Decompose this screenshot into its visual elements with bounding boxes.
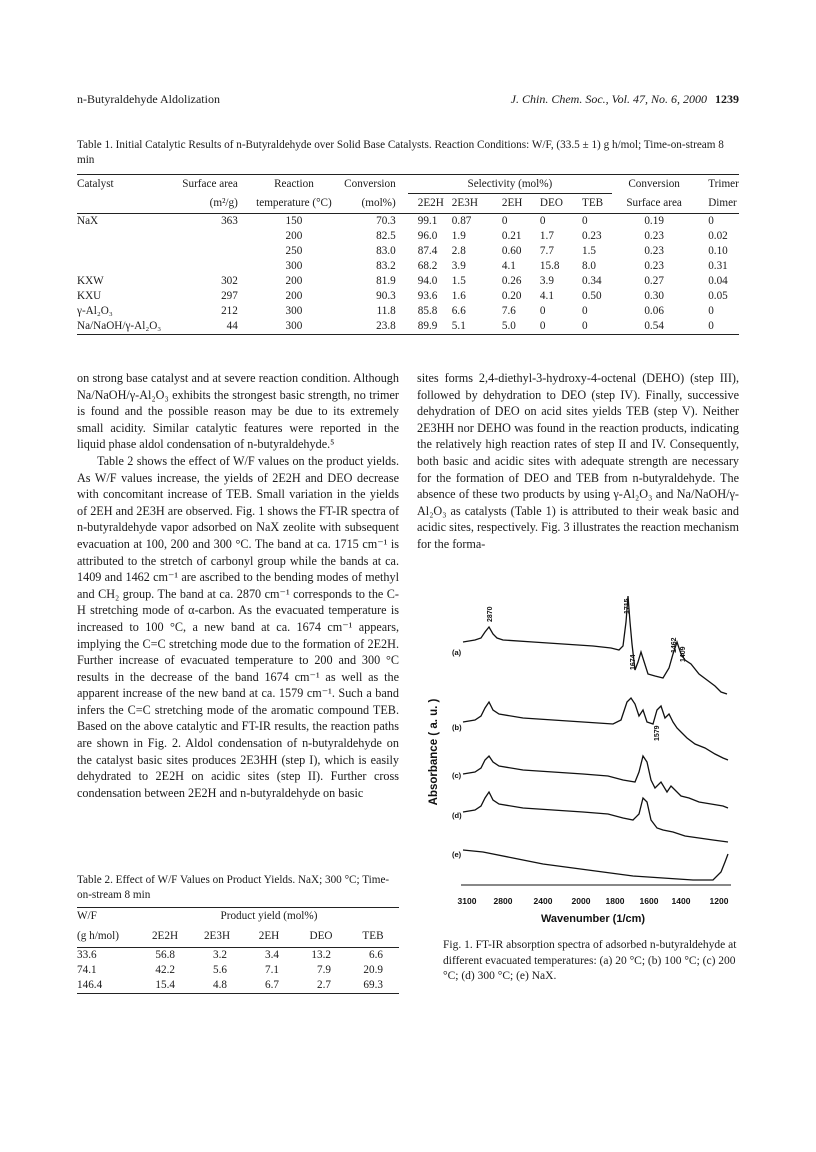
- table2-cell: 42.2: [155, 964, 175, 976]
- table1-cell: 0: [539, 215, 546, 227]
- table1-cell: 0: [708, 320, 714, 332]
- table1-cell: 0: [539, 320, 546, 332]
- table1-cell: 0: [708, 305, 714, 317]
- table1-cell: 87.4: [417, 245, 438, 257]
- table1-cell: 0.21: [501, 230, 522, 242]
- table1-cell: 302: [221, 275, 238, 287]
- table1-cell: 2.8: [451, 245, 466, 257]
- table1-cell: 3.9: [539, 275, 554, 287]
- table1-cell: 200: [285, 230, 303, 242]
- x-tick-label: 3100: [457, 896, 477, 906]
- table1-cell: 96.0: [417, 230, 438, 242]
- table1-cell: 0.50: [581, 290, 602, 302]
- peak-label-1715: 1715: [624, 598, 631, 614]
- table1-cell: 3.9: [451, 260, 466, 272]
- t1-head-sel-col: 2EH: [501, 197, 523, 209]
- table1-cell: 68.2: [417, 260, 438, 272]
- body-paragraph: Table 2 shows the effect of W/F values on the product yields. As W/F values increase, the yields of 2E2H and DEO decrease with concomitant increase of TEB. Small variation in the yields of 2EH and 2E3H are observed. Fig. 1 shows the FT-IR spectra of n-butyraldehyde vapor adsorbed on NaX zeolite with subsequent evacuation at 100, 200 and 300 °C. The band at ca. 1715 cm⁻¹ is attributed to the stretch of carbonyl group while the bands at ca. 1409 and 1462 cm⁻¹ are ascribed to the bending modes of methyl and CH₂ group. The band at ca. 2870 cm⁻¹ corresponds to the C-H stretching mode of α-carbon. As the evacuated temperature is increased to 100 °C, a new band at ca. 1674 cm⁻¹ appears, implying the C=C stretching mode due to the formation of 2E2H. Further increase of evacuated temperature to 200 and 300 °C results in the decrease of the band 1674 cm⁻¹ as well as the apparent increase of the new band at ca. 1579 cm⁻¹. Such a band infers the C=C stretching mode of the aromatic compound TEB. Based on the above catalytic and FT-IR results, the reaction paths are shown in Fig. 2. Aldol condensation of n-butyraldehyde on the catalyst basic sites produces 2E3HH (step I), which is easily dehydrated to 2E2H on acidic sites (step II). Further cross condensation between 2E2H and n-butyraldehyde on basic: [77, 453, 399, 800]
- table1-cell: 0.04: [708, 275, 728, 287]
- table1-row: [77, 289, 739, 304]
- figure1-ylabel: Absorbance ( a. u. ): [428, 698, 440, 806]
- t2-head-col: TEB: [362, 929, 384, 942]
- peak-label-1462: 1462: [671, 637, 678, 653]
- t1-head-surface-area-unit: (m²/g): [209, 196, 238, 209]
- table1-cell: [182, 229, 244, 244]
- table2-caption: [77, 873, 399, 903]
- table1-cell: 200: [285, 275, 303, 287]
- table1-cell: 300: [285, 260, 303, 272]
- table2-cell: 146.4: [77, 979, 103, 991]
- table1-cell: 0: [581, 305, 588, 317]
- table2-cell: 6.6: [369, 949, 383, 961]
- table1-cell: 0.05: [708, 290, 728, 302]
- x-tick-label: 1600: [639, 896, 659, 906]
- page-number: 1239: [715, 92, 739, 106]
- table1-cell: [77, 229, 182, 244]
- table2-cell: 3.2: [213, 949, 227, 961]
- table1-cell: 7.7: [539, 245, 554, 257]
- table2-row: [77, 963, 399, 978]
- peak-label-1409: 1409: [680, 646, 687, 662]
- t2-head-yield: Product yield (mol%): [220, 910, 318, 923]
- table1-row: [77, 274, 739, 289]
- table2-cell: 56.8: [155, 949, 175, 961]
- table1-cell: 5.1: [451, 320, 466, 332]
- table1-caption: [77, 138, 739, 168]
- curve-label-b: (b): [452, 723, 462, 732]
- t1-head-sel-col: 2E2H: [417, 197, 444, 209]
- table2-cell: 2.7: [317, 979, 331, 991]
- table2-cell: 7.9: [317, 964, 331, 976]
- table1-cell: 93.6: [417, 290, 438, 302]
- curve-label-c: (c): [452, 771, 462, 780]
- peak-label-1579: 1579: [654, 725, 661, 741]
- table1-cell: 363: [221, 215, 238, 227]
- table2-cell: 7.1: [265, 964, 279, 976]
- table1-cell: 0.23: [644, 230, 664, 242]
- figure1-caption: [443, 938, 739, 985]
- table1-cell: 0.87: [451, 215, 472, 227]
- table2-row: [77, 978, 399, 994]
- body-paragraph: sites forms 2,4-diethyl-3-hydroxy-4-octenal (DEHO) (step III), followed by dehydration to DEO (step IV). Finally, successive dehydration of DEO on acid sites yields TEB (step V). Neither 2E3HH nor DEHO was found in the reaction products, indicating the relatively high reaction rates of step II and IV. Consequently, both basic and acidic sites with adequate strength are necessary for the formation of DEO and TEB from n-butyraldehyde. The absence of these two products by using γ-Al₂O₃ and Na/NaOH/γ-Al₂O₃ as catalysts (Table 1) is attributed to their weak basic and acidic sites, respectively. Fig. 3 illustrates the reaction mechanism for the forma-: [417, 371, 739, 551]
- t2-head-wf: W/F: [77, 910, 97, 923]
- t1-head-conv-sa-unit: Surface area: [626, 196, 682, 209]
- spectrum-b: [463, 698, 728, 760]
- table1-cell: Na/NaOH/γ-Al₂O₃: [77, 320, 162, 332]
- x-tick-label: 1400: [671, 896, 691, 906]
- table1-row: [77, 244, 739, 259]
- table1-cell: 0.23: [581, 230, 602, 242]
- table1-row: [77, 259, 739, 274]
- table1-cell: 0: [581, 320, 588, 332]
- table1-cell: 83.2: [376, 260, 396, 272]
- curve-label-e: (e): [452, 850, 462, 859]
- t2-head-col: 2EH: [258, 929, 280, 942]
- t1-head-selectivity: Selectivity (mol%): [408, 175, 612, 194]
- table1-cell: 0.19: [644, 215, 664, 227]
- table2-cell: 20.9: [363, 964, 383, 976]
- t2-head-col: 2E2H: [151, 929, 179, 942]
- table1-cell: [182, 259, 244, 274]
- table1-cell: 300: [285, 320, 303, 332]
- curve-label-a: (a): [452, 648, 462, 657]
- table1-cell: 0.26: [501, 275, 522, 287]
- figure1-caption-text: FT-IR absorption spectra of adsorbed n-butyraldehyde at different evacuated temperatures: (a) 20 °C; (b) 100 °C; (c) 200 °C; (d) 300 °C; (e) NaX.: [443, 939, 737, 982]
- table1-caption-text: Initial Catalytic Results of n-Butyraldehyde over Solid Base Catalysts. Reaction Conditions: W/F, (33.5 ± 1) g h/mol; Time-on-stream 8 min: [77, 139, 724, 166]
- table2-cell: 74.1: [77, 964, 97, 976]
- spectrum-d: [463, 792, 728, 842]
- t1-head-reaction: Reaction: [274, 177, 314, 190]
- running-title: n-Butyraldehyde Aldolization: [77, 92, 220, 106]
- table1-cell: 5.0: [501, 320, 516, 332]
- table2-cell: 13.2: [311, 949, 331, 961]
- body-column-right: [417, 370, 739, 553]
- spectrum-c: [463, 756, 728, 808]
- journal-name: J. Chin. Chem. Soc., Vol. 47, No. 6, 2000: [510, 92, 707, 106]
- t1-head-sel-col: TEB: [581, 197, 604, 209]
- table1-cell: 0.54: [644, 320, 664, 332]
- t2-head-wf-unit: (g h/mol): [77, 929, 119, 942]
- table1-cell: 23.8: [376, 320, 396, 332]
- table1-cell: 94.0: [417, 275, 438, 287]
- table1-cell: KXU: [77, 290, 102, 302]
- table2-cell: 69.3: [363, 979, 383, 991]
- table1-cell: 150: [285, 215, 303, 227]
- table1-cell: 0.31: [708, 260, 728, 272]
- table1-cell: 0.20: [501, 290, 522, 302]
- table2-cell: 33.6: [77, 949, 97, 961]
- table1-cell: 15.8: [539, 260, 560, 272]
- table1-cell: 297: [221, 290, 238, 302]
- table1-cell: 1.7: [539, 230, 554, 242]
- peak-label-2870: 2870: [487, 606, 494, 622]
- figure1-ftir-spectra: [423, 582, 743, 927]
- table1: [77, 174, 739, 335]
- table1-cell: [77, 244, 182, 259]
- t2-head-col: 2E3H: [203, 929, 231, 942]
- t1-head-conversion-unit: (mol%): [361, 196, 396, 209]
- x-tick-label: 1200: [709, 896, 729, 906]
- table1-cell: γ-Al₂O₃: [77, 305, 113, 317]
- journal-citation: [511, 92, 739, 107]
- table1-caption-label: Table 1.: [77, 139, 113, 151]
- t1-head-conversion: Conversion: [344, 177, 396, 190]
- table1-row: [77, 229, 739, 244]
- t1-head-sel-col: 2E3H: [451, 197, 478, 209]
- x-tick-label: 2800: [493, 896, 513, 906]
- table2-row: [77, 948, 399, 964]
- table1-cell: 212: [221, 305, 238, 317]
- table2-caption-text: Effect of W/F Values on Product Yields. NaX; 300 °C; Time-on-stream 8 min: [77, 874, 390, 901]
- t1-head-surface-area: Surface area: [182, 177, 238, 190]
- table1-cell: 8.0: [581, 260, 596, 272]
- table1-cell: 0.06: [644, 305, 664, 317]
- t1-head-reaction-unit: temperature (°C): [256, 196, 332, 209]
- table1-cell: 0.10: [708, 245, 728, 257]
- t2-head-col: DEO: [309, 929, 333, 942]
- table2-cell: 6.7: [265, 979, 279, 991]
- table1-cell: 4.1: [539, 290, 554, 302]
- table1-cell: 0: [708, 215, 714, 227]
- table1-cell: 0.30: [644, 290, 664, 302]
- table1-cell: [182, 244, 244, 259]
- spectrum-a: [463, 596, 727, 694]
- table1-cell: 1.5: [451, 275, 466, 287]
- table1-cell: 0.60: [501, 245, 522, 257]
- table1-cell: 1.6: [451, 290, 466, 302]
- table1-cell: 44: [226, 320, 238, 332]
- table2-cell: 15.4: [155, 979, 175, 991]
- x-tick-label: 1800: [605, 896, 625, 906]
- table2-cell: 3.4: [265, 949, 279, 961]
- table1-cell: 90.3: [376, 290, 396, 302]
- table1-cell: 4.1: [501, 260, 516, 272]
- table1-cell: NaX: [77, 215, 99, 227]
- table1-cell: 7.6: [501, 305, 516, 317]
- table1-cell: 200: [285, 290, 303, 302]
- table1-cell: 0.34: [581, 275, 602, 287]
- x-tick-label: 2400: [533, 896, 553, 906]
- t1-head-trimer: Trimer: [708, 177, 739, 190]
- table2: [77, 907, 399, 994]
- figure1-caption-label: Fig. 1.: [443, 939, 473, 951]
- table1-cell: 300: [285, 305, 303, 317]
- table1-cell: 11.8: [376, 305, 396, 317]
- table1-cell: 89.9: [417, 320, 438, 332]
- table1-cell: 0: [539, 305, 546, 317]
- t1-head-conv-sa: Conversion: [628, 177, 680, 190]
- table1-row: [77, 214, 739, 230]
- table1-cell: 0: [501, 215, 508, 227]
- table1-cell: 250: [285, 245, 303, 257]
- table1-cell: 6.6: [451, 305, 466, 317]
- table1-cell: 81.9: [376, 275, 396, 287]
- spectrum-e: [463, 850, 728, 880]
- table1-row: [77, 319, 739, 335]
- table1-cell: 99.1: [417, 215, 438, 227]
- table1-cell: 1.5: [581, 245, 596, 257]
- table1-cell: 82.5: [376, 230, 396, 242]
- x-tick-label: 2000: [571, 896, 591, 906]
- table1-cell: KXW: [77, 275, 104, 287]
- body-column-left: [77, 370, 399, 801]
- t1-head-trimer-unit: Dimer: [708, 196, 737, 209]
- table1-cell: [77, 259, 182, 274]
- table2-caption-label: Table 2.: [77, 874, 113, 886]
- table2-cell: 4.8: [213, 979, 227, 991]
- table1-cell: 0.23: [644, 260, 664, 272]
- table1-cell: 70.3: [376, 215, 396, 227]
- table1-cell: 83.0: [376, 245, 396, 257]
- table1-cell: 0.23: [644, 245, 664, 257]
- figure1-xlabel: Wavenumber (1/cm): [540, 913, 646, 925]
- t1-head-sel-col: DEO: [539, 197, 563, 209]
- body-paragraph: on strong base catalyst and at severe reaction condition. Although Na/NaOH/γ-Al₂O₃ exhibits the strongest basic strength, no trimer is found and the possible reason may be due to its extremely small acidity. Similar catalytic features were reported in the liquid phase aldol condensation of n-butyraldehyde.⁵: [77, 371, 399, 452]
- peak-label-1674: 1674: [630, 654, 637, 670]
- table1-cell: 1.9: [451, 230, 466, 242]
- table1-cell: 85.8: [417, 305, 438, 317]
- t1-head-catalyst: Catalyst: [77, 177, 114, 190]
- table1-row: [77, 304, 739, 319]
- table2-cell: 5.6: [213, 964, 227, 976]
- running-header: [77, 92, 739, 108]
- table1-cell: 0.02: [708, 230, 728, 242]
- table1-cell: 0: [581, 215, 588, 227]
- curve-label-d: (d): [452, 811, 462, 820]
- table1-cell: 0.27: [644, 275, 664, 287]
